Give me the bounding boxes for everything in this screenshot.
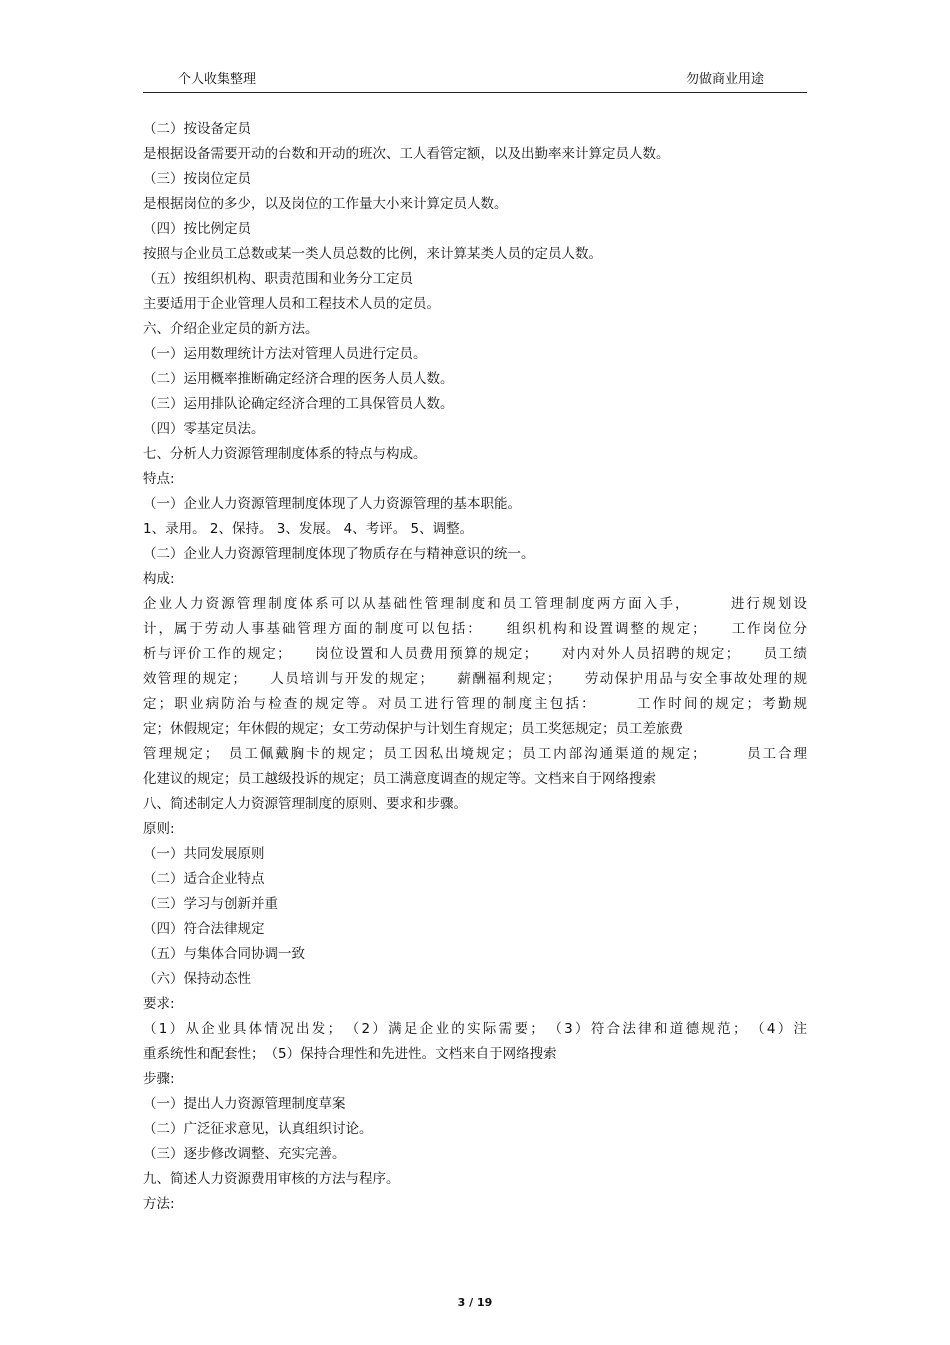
list-item: （二）企业人力资源管理制度体现了物质存在与精神意识的统一。	[143, 546, 535, 562]
paragraph-line: 计，属于劳动人事基础管理方面的制度可以包括： 组织机构和设置调整的规定； 工作岗位分	[143, 621, 807, 637]
list-item: （四）零基定员法。	[143, 421, 265, 437]
list-item: （一）企业人力资源管理制度体现了人力资源管理的基本职能。	[143, 496, 521, 512]
list-item: （二）广泛征求意见，认真组织讨论。	[143, 1121, 373, 1137]
page-number: 3 / 19	[457, 1296, 493, 1309]
list-item: （一）运用数理统计方法对管理人员进行定员。	[143, 346, 427, 362]
paragraph-line: 按照与企业员工总数或某一类人员总数的比例，来计算某类人员的定员人数。	[143, 246, 602, 262]
paragraph-line: 重系统性和配套性； （5）保持合理性和先进性。文档来自于网络搜索	[143, 1046, 557, 1062]
subheading: （三）按岗位定员	[143, 171, 251, 187]
label-line: 方法:	[143, 1196, 175, 1212]
paragraph-line: 主要适用于企业管理人员和工程技术人员的定员。	[143, 296, 440, 312]
list-item: （二）适合企业特点	[143, 871, 265, 887]
header-right-text: 勿做商业用途	[685, 72, 764, 87]
list-item: （三）学习与创新并重	[143, 896, 278, 912]
section-heading: 九、简述人力资源费用审核的方法与程序。	[143, 1171, 400, 1187]
paragraph-line: 是根据设备需要开动的台数和开动的班次、工人看管定额，以及出勤率来计算定员人数。	[143, 146, 670, 162]
header-left-text: 个人收集整理	[178, 72, 257, 87]
label-line: 构成:	[143, 571, 175, 587]
subheading: （四）按比例定员	[143, 221, 251, 237]
list-item: （一）提出人力资源管理制度草案	[143, 1096, 346, 1112]
list-item: （三）逐步修改调整、充实完善。	[143, 1146, 346, 1162]
label-line: 原则:	[143, 821, 175, 837]
label-line: 要求:	[143, 996, 175, 1012]
list-item: （一）共同发展原则	[143, 846, 265, 862]
paragraph-line: 企业人力资源管理制度体系可以从基础性管理制度和员工管理制度两方面入手， 进行规划设	[143, 596, 807, 612]
label-line: 步骤:	[143, 1071, 175, 1087]
paragraph-line: （1）从企业具体情况出发； （2）满足企业的实际需要； （3）符合法律和道德规范； （4）注	[143, 1021, 807, 1037]
list-item: （三）运用排队论确定经济合理的工具保管员人数。	[143, 396, 454, 412]
section-heading: 七、分析人力资源管理制度体系的特点与构成。	[143, 446, 427, 462]
paragraph-line: 管理规定； 员工佩戴胸卡的规定；员工因私出境规定；员工内部沟通渠道的规定； 员工合理	[143, 746, 807, 762]
paragraph-line: 定；休假规定；年休假的规定；女工劳动保护与计划生育规定；员工奖惩规定；员工差旅费	[143, 721, 683, 737]
list-item: （五）与集体合同协调一致	[143, 946, 305, 962]
paragraph-line: 是根据岗位的多少，以及岗位的工作量大小来计算定员人数。	[143, 196, 508, 212]
section-heading: 八、简述制定人力资源管理制度的原则、要求和步骤。	[143, 796, 467, 812]
page-header	[143, 66, 807, 93]
list-item: 1、录用。 2、保持。 3、发展。 4、考评。 5、调整。	[143, 521, 474, 537]
list-item: （四）符合法律规定	[143, 921, 265, 937]
paragraph-line: 定；职业病防治与检查的规定等。对员工进行管理的制度主包括： 工作时间的规定；考勤规	[143, 696, 807, 712]
list-item: （二）运用概率推断确定经济合理的医务人员人数。	[143, 371, 454, 387]
subheading: （二）按设备定员	[143, 121, 251, 137]
paragraph-line: 化建议的规定；员工越级投诉的规定；员工满意度调查的规定等。文档来自于网络搜索	[143, 771, 656, 787]
label-line: 特点:	[143, 471, 175, 487]
document-body	[143, 117, 807, 1217]
list-item: （六）保持动态性	[143, 971, 251, 987]
paragraph-line: 效管理的规定； 人员培训与开发的规定； 薪酬福利规定； 劳动保护用品与安全事故处理的规	[143, 671, 807, 687]
subheading: （五）按组织机构、职责范围和业务分工定员	[143, 271, 413, 287]
section-heading: 六、介绍企业定员的新方法。	[143, 321, 319, 337]
paragraph-line: 析与评价工作的规定； 岗位设置和人员费用预算的规定； 对内对外人员招聘的规定； 员工绩	[143, 646, 807, 662]
